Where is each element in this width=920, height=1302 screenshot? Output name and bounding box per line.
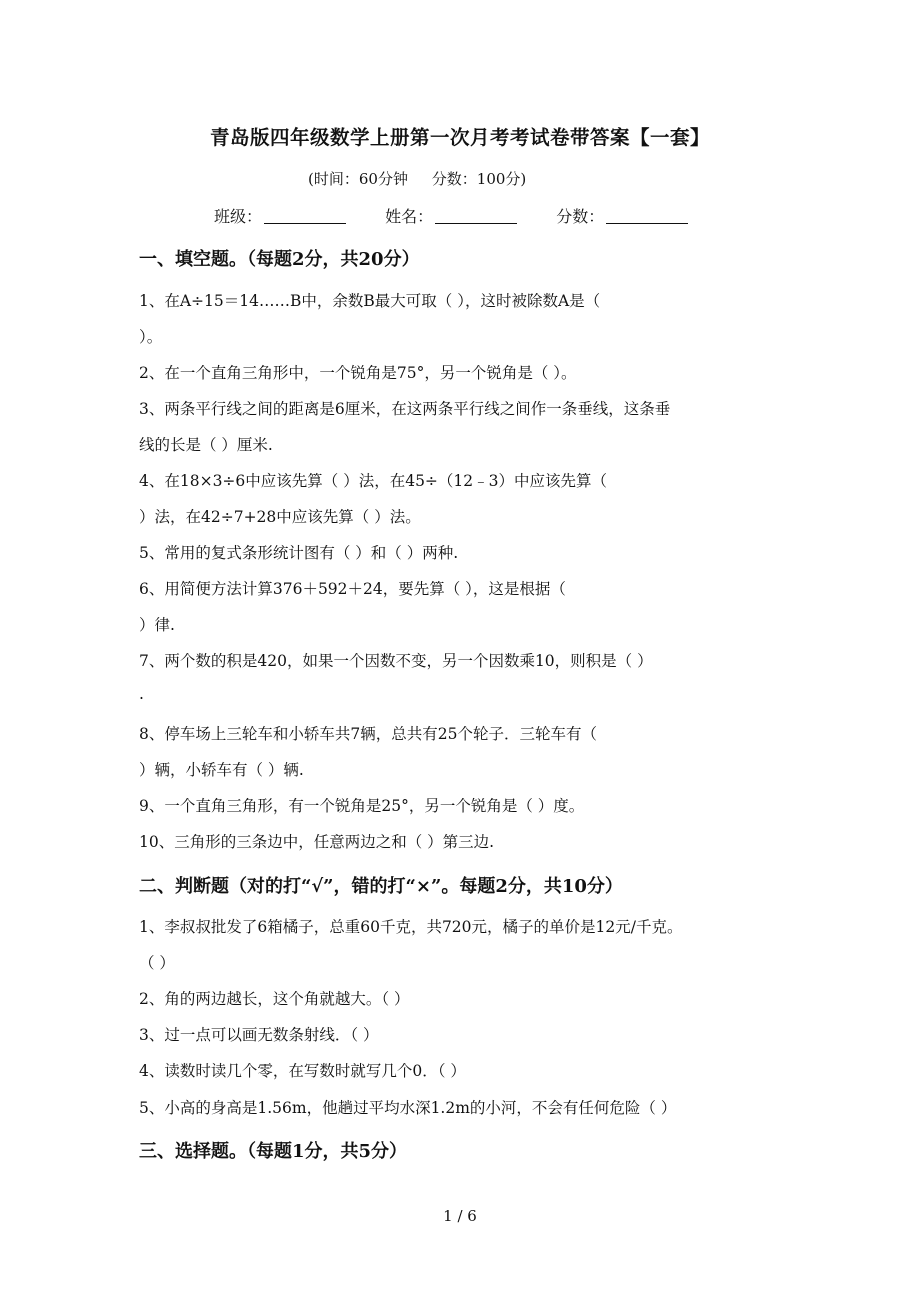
question-line: . bbox=[139, 685, 144, 703]
page-title: 青岛版四年级数学上册第一次月考考试卷带答案【一套】 bbox=[209, 126, 710, 149]
name-blank bbox=[435, 209, 517, 224]
question-line: 9、一个直角三角形，有一个锐角是25°，另一个锐角是（ ）度。 bbox=[139, 797, 585, 815]
question-line: ）。 bbox=[139, 328, 163, 346]
score-field bbox=[556, 204, 688, 227]
question-line: ）律. bbox=[139, 616, 175, 634]
question-line: 6、用简便方法计算376＋592＋24，要先算（ ），这是根据（ bbox=[139, 580, 566, 598]
question-line: 1、在A÷15＝14……B中，余数B最大可取（ ），这时被除数A是（ bbox=[139, 292, 601, 310]
section-2-heading: 二、判断题（对的打“√”，错的打“×”。每题2分，共10分） bbox=[139, 876, 623, 897]
question-line: 7、两个数的积是420，如果一个因数不变，另一个因数乘10，则积是（ ） bbox=[139, 652, 653, 670]
score-label: 分数： bbox=[556, 207, 605, 226]
question-line: 3、两条平行线之间的距离是6厘米，在这两条平行线之间作一条垂线，这条垂 bbox=[139, 400, 671, 418]
question-line: 5、小高的身高是1.56m，他趟过平均水深1.2m的小河，不会有任何危险（ ） bbox=[139, 1099, 677, 1117]
exam-subtitle: (时间：60分钟 分数：100分) bbox=[308, 170, 527, 188]
score-blank bbox=[606, 209, 688, 224]
question-line: 4、在18×3÷6中应该先算（ ）法，在45÷（12﹣3）中应该先算（ bbox=[139, 472, 608, 490]
question-line: 4、读数时读几个零，在写数时就写几个0．（ ） bbox=[139, 1062, 466, 1080]
question-line: 1、李叔叔批发了6箱橘子，总重60千克，共720元，橘子的单价是12元/千克。 bbox=[139, 918, 683, 936]
question-line: 5、常用的复式条形统计图有（ ）和（ ）两种. bbox=[139, 544, 459, 562]
name-label: 姓名： bbox=[385, 207, 434, 226]
question-line: 2、在一个直角三角形中，一个锐角是75°，另一个锐角是（ ）。 bbox=[139, 364, 577, 382]
question-line: ）法，在42÷7+28中应该先算（ ）法。 bbox=[139, 508, 421, 526]
question-line: （ ） bbox=[139, 954, 175, 972]
question-line: 线的长是（ ）厘米. bbox=[139, 436, 273, 454]
name-field bbox=[385, 204, 517, 227]
section-3-heading: 三、选择题。（每题1分，共5分） bbox=[139, 1141, 408, 1162]
student-info-row bbox=[214, 204, 722, 227]
question-line: 3、过一点可以画无数条射线．（ ） bbox=[139, 1026, 379, 1044]
class-field bbox=[214, 204, 346, 227]
section-1-heading: 一、填空题。（每题2分，共20分） bbox=[139, 249, 420, 270]
page-number: 1 / 6 bbox=[443, 1207, 477, 1225]
question-line: 8、停车场上三轮车和小轿车共7辆，总共有25个轮子．三轮车有（ bbox=[139, 725, 597, 743]
question-line: 10、三角形的三条边中，任意两边之和（ ）第三边. bbox=[139, 833, 495, 851]
question-line: ）辆，小轿车有（ ）辆. bbox=[139, 761, 304, 779]
question-line: 2、角的两边越长，这个角就越大。（ ） bbox=[139, 990, 410, 1008]
class-blank bbox=[264, 209, 346, 224]
class-label: 班级： bbox=[214, 207, 263, 226]
